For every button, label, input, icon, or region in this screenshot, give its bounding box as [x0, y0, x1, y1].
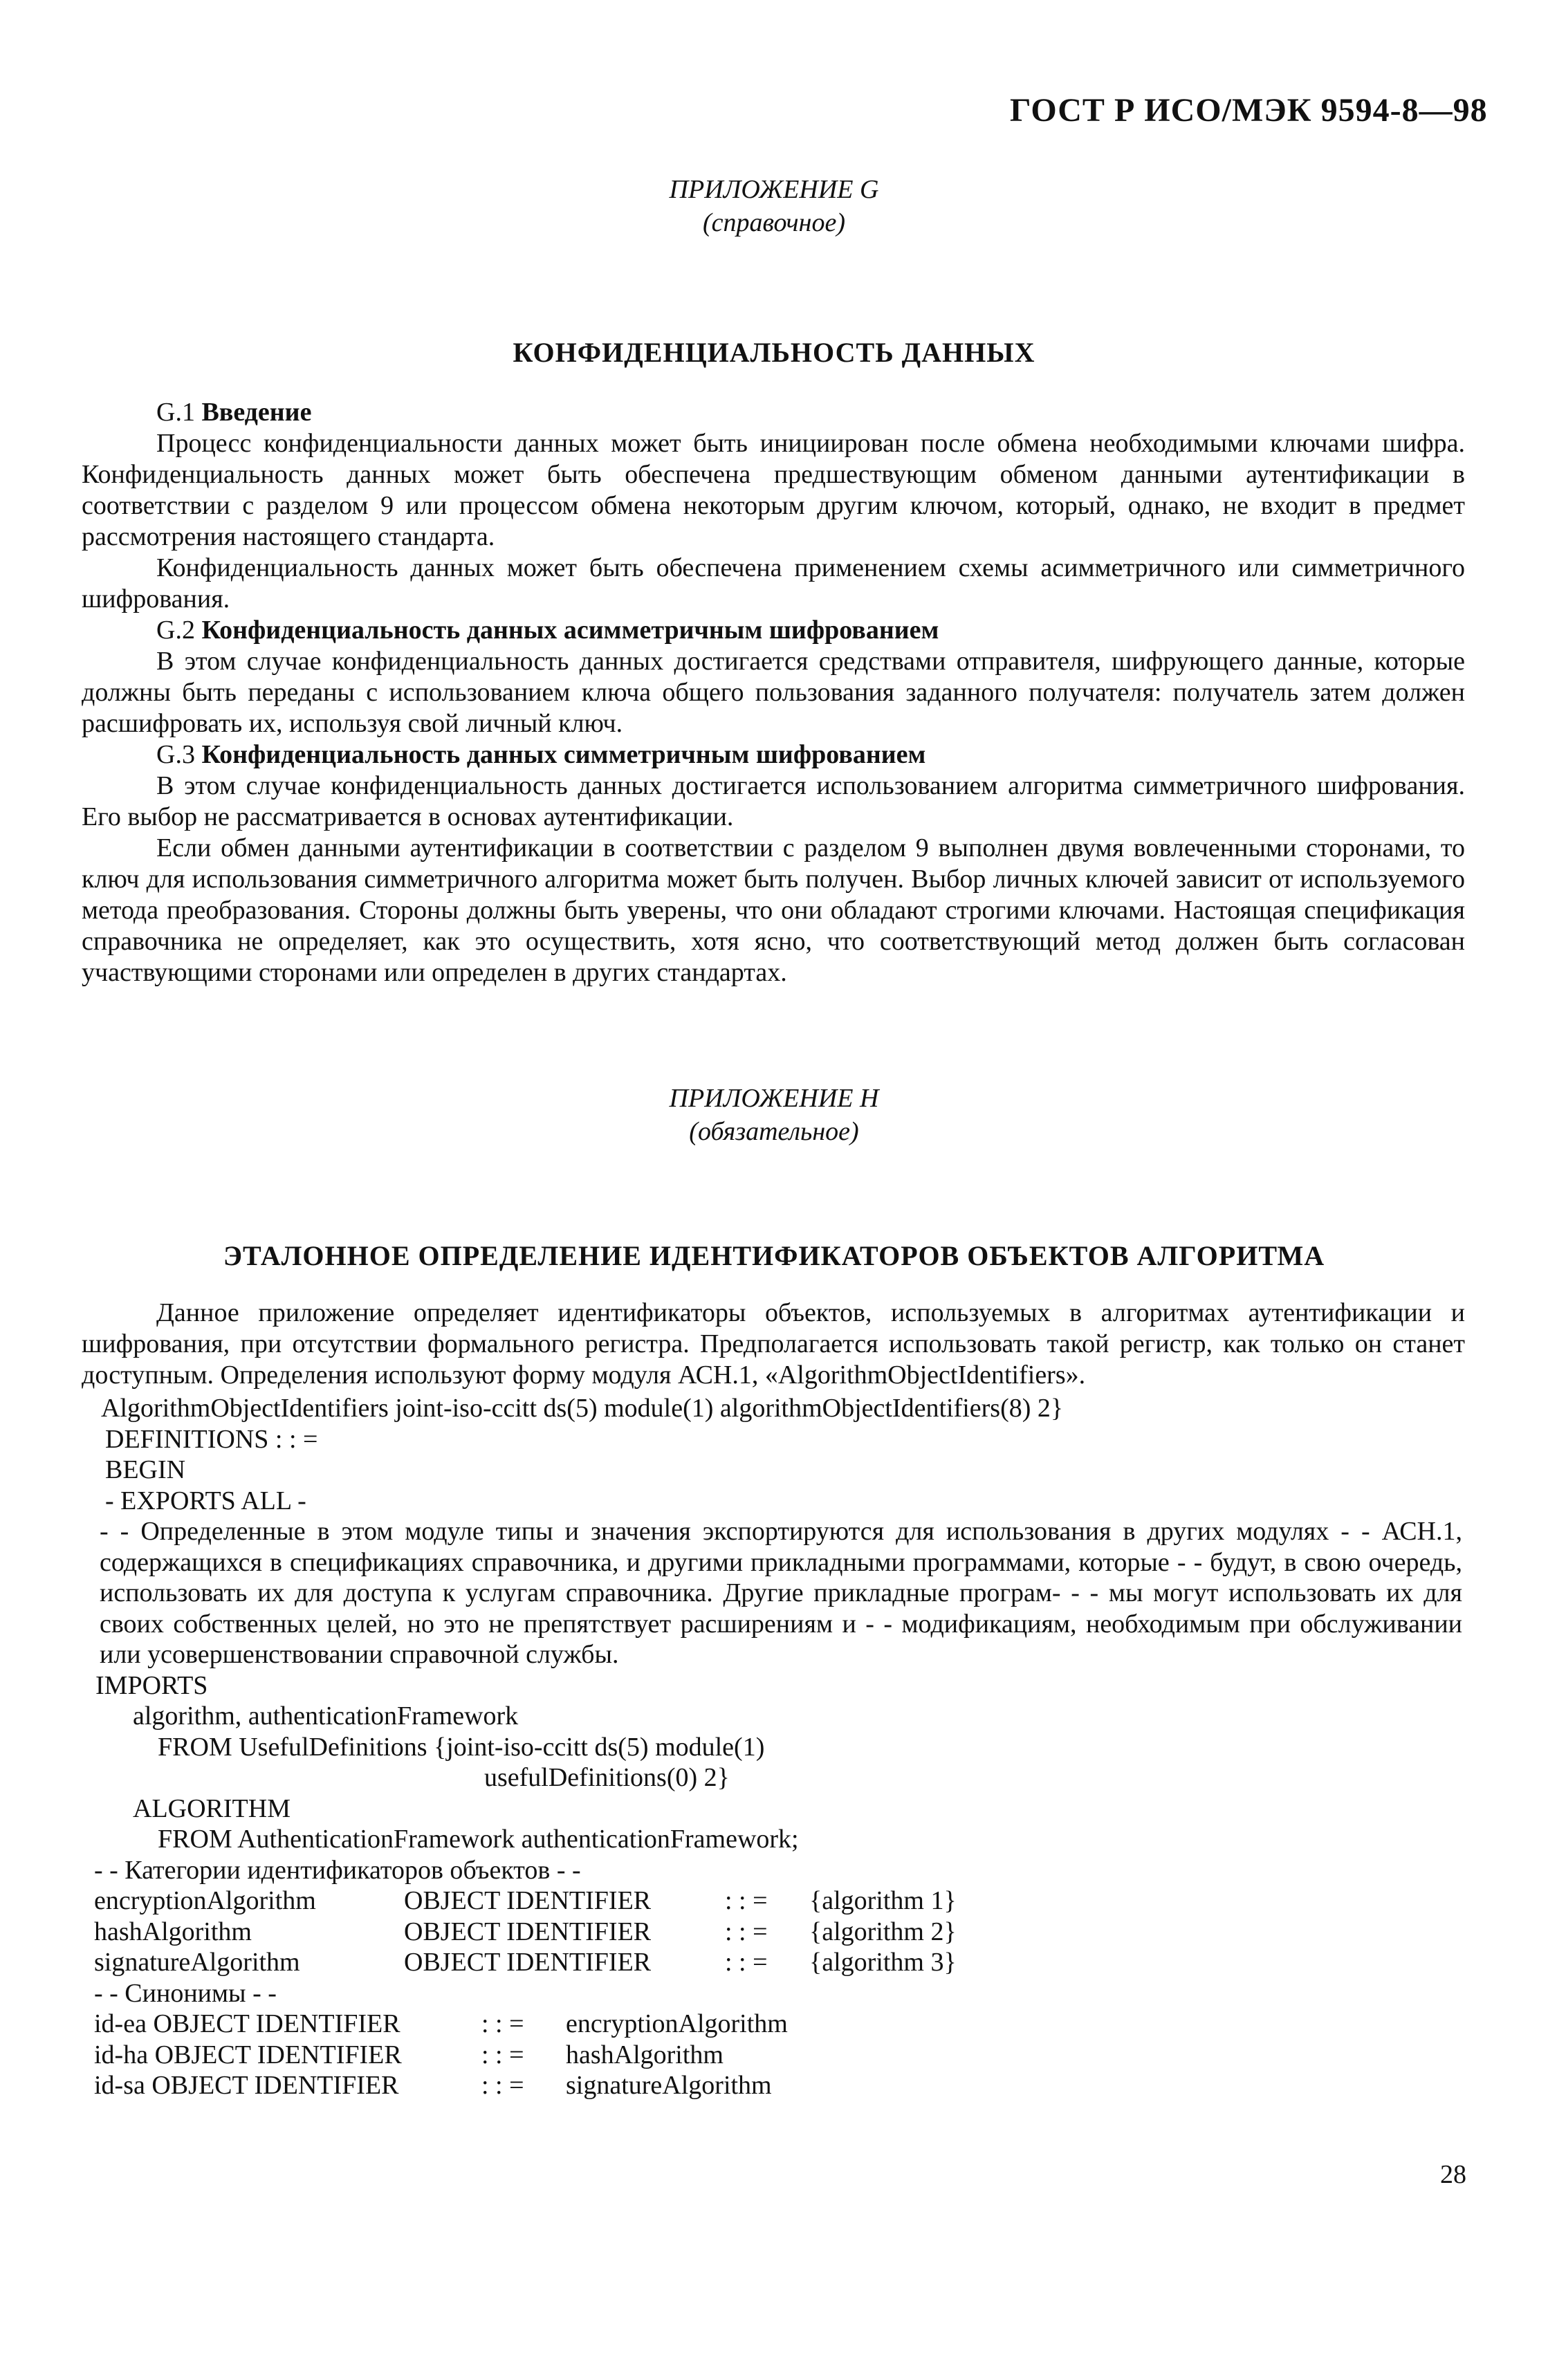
- exports-comment: - - Определенные в этом модуле типы и значения экспортируются для использования в других модулях - - АСН.1, содержащихся в спецификациях справочника, и другими прикладными программами, которые - - будут, в свою очередь, использовать их для доступа к услугам справочника. Другие прикладные програм- - - мы могут использовать их для своих собственных целей, но это не препятствует расширениям и - - модификациям, необходимым при обслуживании или усовершенствовании справочной службы.: [100, 1517, 1462, 1669]
- category-row: [82, 1947, 1465, 1978]
- synonym-decl: id-ea OBJECT IDENTIFIER: [94, 2009, 400, 2038]
- synonym-value: signatureAlgorithm: [566, 2071, 772, 2100]
- paragraph: Конфиденциальность данных может быть обеспечена применением схемы асимметричного или симметричного шифрования.: [82, 553, 1465, 614]
- begin-keyword: BEGIN: [105, 1455, 186, 1484]
- imports-keyword: IMPORTS: [95, 1670, 208, 1700]
- import-items: algorithm, authenticationFramework: [133, 1701, 519, 1731]
- synonym-value: hashAlgorithm: [566, 2040, 724, 2069]
- code-line: [82, 1455, 1465, 1486]
- category-name: signatureAlgorithm: [94, 1948, 300, 1977]
- synonyms-comment: - - Синонимы - -: [94, 1978, 277, 2008]
- synonym-decl: id-sa OBJECT IDENTIFIER: [94, 2071, 399, 2100]
- appendix-h-title: ПРИЛОЖЕНИЕ Н: [669, 1084, 879, 1113]
- category-type: OBJECT IDENTIFIER: [404, 1917, 652, 1946]
- appendix-g-body: [82, 397, 1465, 988]
- assign-operator: : : =: [725, 1886, 768, 1915]
- section-number: G.2: [156, 616, 195, 645]
- appendix-h-type: (обязательное): [689, 1117, 859, 1146]
- assign-operator: : : =: [481, 2071, 524, 2100]
- import-from-useful-cont: usefulDefinitions(0) 2}: [484, 1763, 730, 1792]
- section-g3-heading: [82, 739, 1465, 771]
- code-line: [82, 1824, 1465, 1855]
- code-line: [82, 1732, 1465, 1763]
- appendix-g-title: ПРИЛОЖЕНИЕ G: [669, 175, 879, 204]
- code-line: [82, 1855, 1465, 1886]
- definitions-keyword: DEFINITIONS : : =: [105, 1424, 318, 1454]
- document-header: ГОСТ Р ИСО/МЭК 9594-8—98: [1010, 92, 1488, 129]
- code-line: [82, 1762, 1465, 1793]
- paragraph: В этом случае конфиденциальность данных достигается использованием алгоритма симметричного шифрования. Его выбор не рассматривается в основах аутентификации.: [82, 771, 1465, 831]
- section-title: Введение: [201, 398, 312, 427]
- import-from-auth: FROM AuthenticationFramework authenticationFramework;: [158, 1825, 799, 1854]
- paragraph: В этом случае конфиденциальность данных достигается средствами отправителя, шифрующего данные, которые должны быть переданы с использованием ключа общего пользования заданного получателя: получатель затем должен расшифровать их, используя свой личный ключ.: [82, 647, 1465, 738]
- code-line: [82, 1424, 1465, 1455]
- synonym-row: [82, 2040, 1465, 2071]
- paragraph: Если обмен данными аутентификации в соответствии с разделом 9 выполнен двумя вовлеченными сторонами, то ключ для использования симметричного алгоритма может быть получен. Выбор личных ключей зависит от используемого метода преобразования. Стороны должны быть уверены, что они обладают строгими ключами. Настоящая спецификация справочника не определяет, как это осуществить, хотя ясно, что соответствующий метод должен быть согласован участвующими сторонами или определен в других стандартах.: [82, 833, 1465, 987]
- section-number: G.3: [156, 740, 195, 769]
- code-line: [82, 1793, 1465, 1825]
- appendix-g-heading: КОНФИДЕНЦИАЛЬНОСТЬ ДАННЫХ: [513, 337, 1035, 368]
- synonym-value: encryptionAlgorithm: [566, 2009, 788, 2038]
- page-number: 28: [1440, 2160, 1466, 2189]
- appendix-h-heading: ЭТАЛОННОЕ ОПРЕДЕЛЕНИЕ ИДЕНТИФИКАТОРОВ ОБЪЕКТОВ АЛГОРИТМА: [223, 1240, 1325, 1271]
- assign-operator: : : =: [725, 1948, 768, 1977]
- category-row: [82, 1917, 1465, 1948]
- synonym-row: [82, 2070, 1465, 2101]
- category-name: hashAlgorithm: [94, 1917, 252, 1946]
- import-from-useful: FROM UsefulDefinitions {joint-iso-ccitt ds(5) module(1): [158, 1732, 765, 1762]
- appendix-g-type: (справочное): [702, 208, 846, 237]
- code-line: [82, 1978, 1465, 2009]
- synonym-decl: id-ha OBJECT IDENTIFIER: [94, 2040, 402, 2069]
- category-name: encryptionAlgorithm: [94, 1886, 316, 1915]
- section-g2-heading: [82, 615, 1465, 646]
- code-line: [82, 1486, 1465, 1517]
- appendix-h-intro-block: [82, 1298, 1465, 1391]
- category-value: {algorithm 3}: [809, 1948, 957, 1977]
- category-type: OBJECT IDENTIFIER: [404, 1886, 652, 1915]
- category-row: [82, 1885, 1465, 1917]
- category-type: OBJECT IDENTIFIER: [404, 1948, 652, 1977]
- assign-operator: : : =: [481, 2009, 524, 2038]
- section-title: Конфиденциальность данных симметричным шифрованием: [201, 740, 926, 769]
- code-line: [82, 1393, 1465, 1424]
- assign-operator: : : =: [481, 2040, 524, 2069]
- algorithm-keyword: ALGORITHM: [133, 1793, 291, 1823]
- paragraph: Процесс конфиденциальности данных может быть инициирован после обмена необходимыми ключами шифра. Конфиденциальность данных может быть обеспечена предшествующим обменом данными аутентификации в соответствии с разделом 9 или процессом обмена некоторым другим ключом, который, однако, не входит в предмет рассмотрения настоящего стандарта.: [82, 429, 1465, 551]
- code-line: [82, 1670, 1465, 1701]
- section-number: G.1: [156, 398, 195, 427]
- category-value: {algorithm 2}: [809, 1917, 957, 1946]
- module-header: AlgorithmObjectIdentifiers joint-iso-ccitt ds(5) module(1) algorithmObjectIdentifiers(8) 2}: [101, 1394, 1064, 1423]
- category-value: {algorithm 1}: [809, 1886, 957, 1915]
- section-title: Конфиденциальность данных асимметричным шифрованием: [201, 616, 939, 645]
- synonym-row: [82, 2009, 1465, 2040]
- code-line: [82, 1701, 1465, 1732]
- assign-operator: : : =: [725, 1917, 768, 1946]
- asn1-module: [82, 1393, 1465, 2101]
- exports-line: - EXPORTS ALL -: [105, 1486, 306, 1515]
- categories-comment: - - Категории идентификаторов объектов - -: [94, 1855, 581, 1885]
- appendix-h-intro: Данное приложение определяет идентификаторы объектов, используемых в алгоритмах аутентификации и шифрования, при отсутствии формального регистра. Предполагается использовать такой регистр, как только он станет доступным. Определения используют форму модуля АСН.1, «AlgorithmObjectIdentifiers».: [82, 1298, 1465, 1390]
- section-g1-heading: [82, 397, 1465, 428]
